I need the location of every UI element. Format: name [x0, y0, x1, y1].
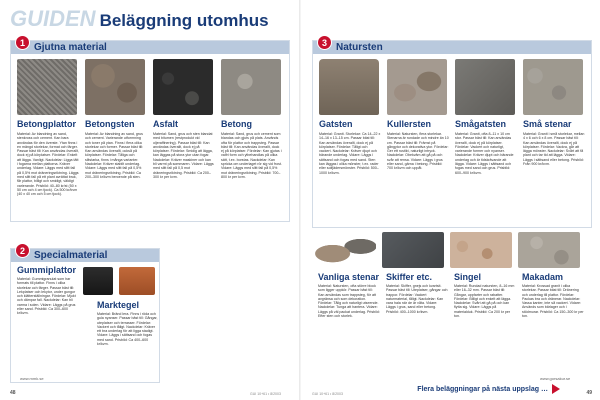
- vanligastenar-text: Material: Natursten, ofta större block som ligger uppkör. Passar bäst till: Kan användas som trappsteg, för att avgränsa och som dekoration. Fördelar: Tålig och naturligt utseende. Nackdelar: Tunga att hantera. Vidare: Läggs på väl packat underlag. Prisbild: Efter sten och storlek.: [318, 284, 380, 319]
- marktegel-title: Marktegel: [97, 300, 140, 310]
- smagatsten-title: Smågatsten: [455, 119, 507, 129]
- betongplattor-image: [17, 59, 77, 115]
- kullersten-text: Material: Natursten, flera storlekar. Stenarna är rundade och mindre än 10 cm. Passar bäst till: Främst på gångytor och dekorativa ytor. Fördelar: Ger ett rustikt, naturligt intryck. Nackdelar: Obekväm att gå på och svår att rensa. Vidare: Läggs i grus eller sand, gärna i betong. Prisbild: 700 kr/kvm och uppåt.: [387, 132, 449, 171]
- vanligastenar-title: Vanliga stenar: [318, 272, 380, 282]
- section-header: [313, 37, 591, 54]
- page-number-left: 48: [10, 390, 16, 396]
- betong-text: Material: Sand, grus och cement som blandas och gjuts på plats. Används ofta för plattor och trappsteg. Passar bäst till: Kan användas överallt, dock ej på körplatser. Fördelar: Kan gjutas i valfri form och ytbehandlas på olika sätt, t.ex. borstas. Nackdelar: Kan spricka om underlaget rör sig vid frost. Vidare: Läggs med slitt fall på 0,5% mot dräneringsriktning. Prisbild: 700–800 kr per kvm.: [221, 132, 282, 179]
- skifferetc-text: Material: Skiffer, gnejs och kvartsit. Passar bäst till: Uteplatser, gångar och trappor. Fördelar: Vackert naturmaterial, tåligt. Nackdelar: Kan vara hala när de är våta. Vidare: Läggs i grus, sand eller betong. Prisbild: 400–1000 kr/kvm.: [386, 284, 448, 314]
- section-kicker: GUIDEN: [10, 6, 96, 31]
- betongplattor-text: Material: Av blandning av sand, stenkross och cement. Kan bara användas för den överste. Ytan finns i en mängd storlekar, format och färger. Passar bäst till: Kan användas överallt, dock ej på körplatser. Fördelar: Enkelt att lägga. Vanligt. Nackdelar: Ligga tätt i fogarna mellan plattorna. Kräver underlag. Vidare: Läggs med slitt fall på 0,5% mot dräneringsriktning. Läggs med slitt fall på ett plant avrättat bruk, får plattor, billigt och smidigt, väldigt varierande. Prisbild: 40–80 kr/st (50 x 50 cm och 4 cm tjock). Ca 500 kr/kvm (40 x 40 cm och 5 cm tjock).: [17, 132, 79, 197]
- smagatsten-image: [455, 59, 515, 115]
- section-header: [11, 37, 289, 54]
- doc-code-right: GUI 10+61 • 8/2003: [312, 392, 343, 396]
- betongplattor-title: Betongplattor: [17, 119, 76, 129]
- singel-image: [450, 232, 512, 268]
- gatsten-image: [319, 59, 379, 115]
- singel-title: Singel: [454, 272, 482, 282]
- doc-code-left: GUI 10+61 • 8/2003: [250, 392, 281, 396]
- gummiplattor-text: Material: Gummigranulat som har formats till plattor. Finns i olika storlekar och färger. Passar bäst till: Lekplatser och lekytor, under gungor och klätterställningar. Fördelar: Mjukt och dämpar fall. Nackdelar: Kan bli varma i solen. Vidare: Läggs på grus eller sand. Prisbild: Ca 300–600 kr/kvm.: [17, 277, 76, 316]
- section-number-badge: 3: [317, 35, 332, 50]
- section-natursten: [312, 37, 592, 228]
- marktegel-image: [119, 267, 155, 295]
- section-title: Gjutna material: [34, 42, 107, 53]
- smagatsten-text: Material: Granit, ofta 8–11 x 10 cm stor. Passar bäst till: Kan användas överallt, dock ej på körplatser. Fördelar: Vackert och naturligt, varierande former och nyanser. Nackdelar: Kräver djupt och bärande underlag och är tidskrävande att lägga. Vidare: Läggs i sättsand och fogas med sand och grus. Prisbild: 600–900 kr/kvm.: [455, 132, 514, 175]
- asfalt-image: [153, 59, 213, 115]
- gummiplattor-image: [83, 267, 113, 295]
- makadam-text: Material: Krossad granit i olika storlekar. Passar bäst till: Dränering och underlag till plattor. Fördelar: Packas bra och dränerar. Nackdelar: Vassa kanter, inte så vackert. Vidare: Används som bärlager och i stödmurar. Prisbild: Ca 150–300 kr per ton.: [522, 284, 584, 319]
- asfalt-text: Material: Sand, grus och sten blandat med bitumen (restprodukt vid oljeraffinering). Passar bäst till: Kan användas överallt, dock ej på körplatser. Fördelar: Smidig att lägga, kan läggas på stora ytor utan fogar. Nackdelar: Kräver maskiner och kan bli varmt på sommaren. Vidare: Läggs med slitt fall på 0,5 mot dräneringsriktning. Prisbild: Ca 200–300 kr per kvm.: [153, 132, 214, 179]
- gummiplattor-title: Gummiplattor: [17, 265, 77, 275]
- next-spread-label: Flera beläggningar på nästa uppslag …: [417, 385, 548, 393]
- page-gutter: [299, 0, 301, 400]
- betongsten-text: Material: Av blandning av sand, grus och cement. Varierande utformning och toner på ytan. Finns i flera olika storlekar och former. Passar bäst till: Kan användas överallt, också på körplatser. Fördelar: Tåliga och slitstarka, finns i många varianter. Nackdelar: Kräver stabilt underlag. Vidare: Läggs med slitt fall på 0,5% mot dräneringsriktning. Prisbild: Ca 200–300 kr/kvm beroende på sten.: [85, 132, 144, 179]
- betong-title: Betong: [221, 119, 252, 129]
- section-title: Specialmaterial: [34, 250, 108, 261]
- asfalt-title: Asfalt: [153, 119, 179, 129]
- singel-text: Material: Rundad natursten, 8–16 mm eller 16–32 mm. Passar bäst till: Gångar, uppfarter och rabatter. Fördelar: Billigt och enkelt att lägga. Nackdelar: Svårt att gå på och kan flytta sig. Vidare: Läggs på materialduk. Prisbild: Ca 200 kr per ton.: [454, 284, 515, 319]
- kullersten-image: [387, 59, 447, 115]
- skifferetc-title: Skiffer etc.: [386, 272, 433, 282]
- section-gjutna-material: [10, 37, 290, 222]
- betong-image: [221, 59, 281, 115]
- kullersten-title: Kullersten: [387, 119, 432, 129]
- gatsten-text: Material: Granit. Storlekar: Ca 14–22 x 14–16 x 13–15 cm. Passar bäst till: Kan användas överallt, dock ej på körplatser. Fördelar: Tåligt och vackert. Nackdelar: Kräver djupt och bärande underlag. Vidare: Läggs i sättsand och fogas med sand. Sten kan läggas i olika mönster, t.ex. rader eller solfjädersmönster. Prisbild: 500–1000 kr/kvm.: [319, 132, 381, 175]
- makadam-title: Makadam: [522, 272, 564, 282]
- next-spread-link[interactable]: [417, 384, 560, 394]
- page-number-right: 49: [586, 390, 592, 396]
- arrow-right-icon: [552, 384, 560, 394]
- section-number-badge: 2: [15, 243, 30, 258]
- skifferetc-image: [382, 232, 444, 268]
- betongsten-image: [85, 59, 145, 115]
- vanligastenar-image: [314, 232, 376, 268]
- smastenar-image: [523, 59, 583, 115]
- section-title: Natursten: [336, 42, 383, 53]
- page-header: [10, 6, 269, 30]
- makadam-image: [518, 232, 580, 268]
- footer-url-right[interactable]: www.gorsakur.se: [540, 376, 571, 381]
- betongsten-title: Betongsten: [85, 119, 135, 129]
- marktegel-text: Material: Bränd lera. Finns i röda och gula nyanser. Passar bäst till: Gångar, uteplatser och terrasser. Fördelar: Vackert och tåligt. Nackdelar: Kräver ett bra underlag för att ligga stadigt. Vidare: Läggs i sättsand och fogas med sand. Prisbild: Ca 400–600 kr/kvm.: [97, 312, 158, 347]
- smastenar-text: Material: Granit i små storlekar, mellan 4 x 6 och 6 x 8 cm. Passar bäst till: Kan användas överallt, dock ej på körplatser. Fördelar: Vackra, går att lägga mönster. Nackdelar: Svårt att få plant och tar tid att lägga. Vidare: Läggs i sättsand eller betong. Prisbild: Från 900 kr/kvm.: [523, 132, 585, 167]
- page-title: Beläggning utomhus: [99, 11, 269, 30]
- smastenar-title: Små stenar: [523, 119, 572, 129]
- gatsten-title: Gatsten: [319, 119, 353, 129]
- footer-url-left[interactable]: www.mmk.se: [20, 376, 44, 381]
- section-header: [11, 245, 159, 262]
- section-number-badge: 1: [15, 35, 30, 50]
